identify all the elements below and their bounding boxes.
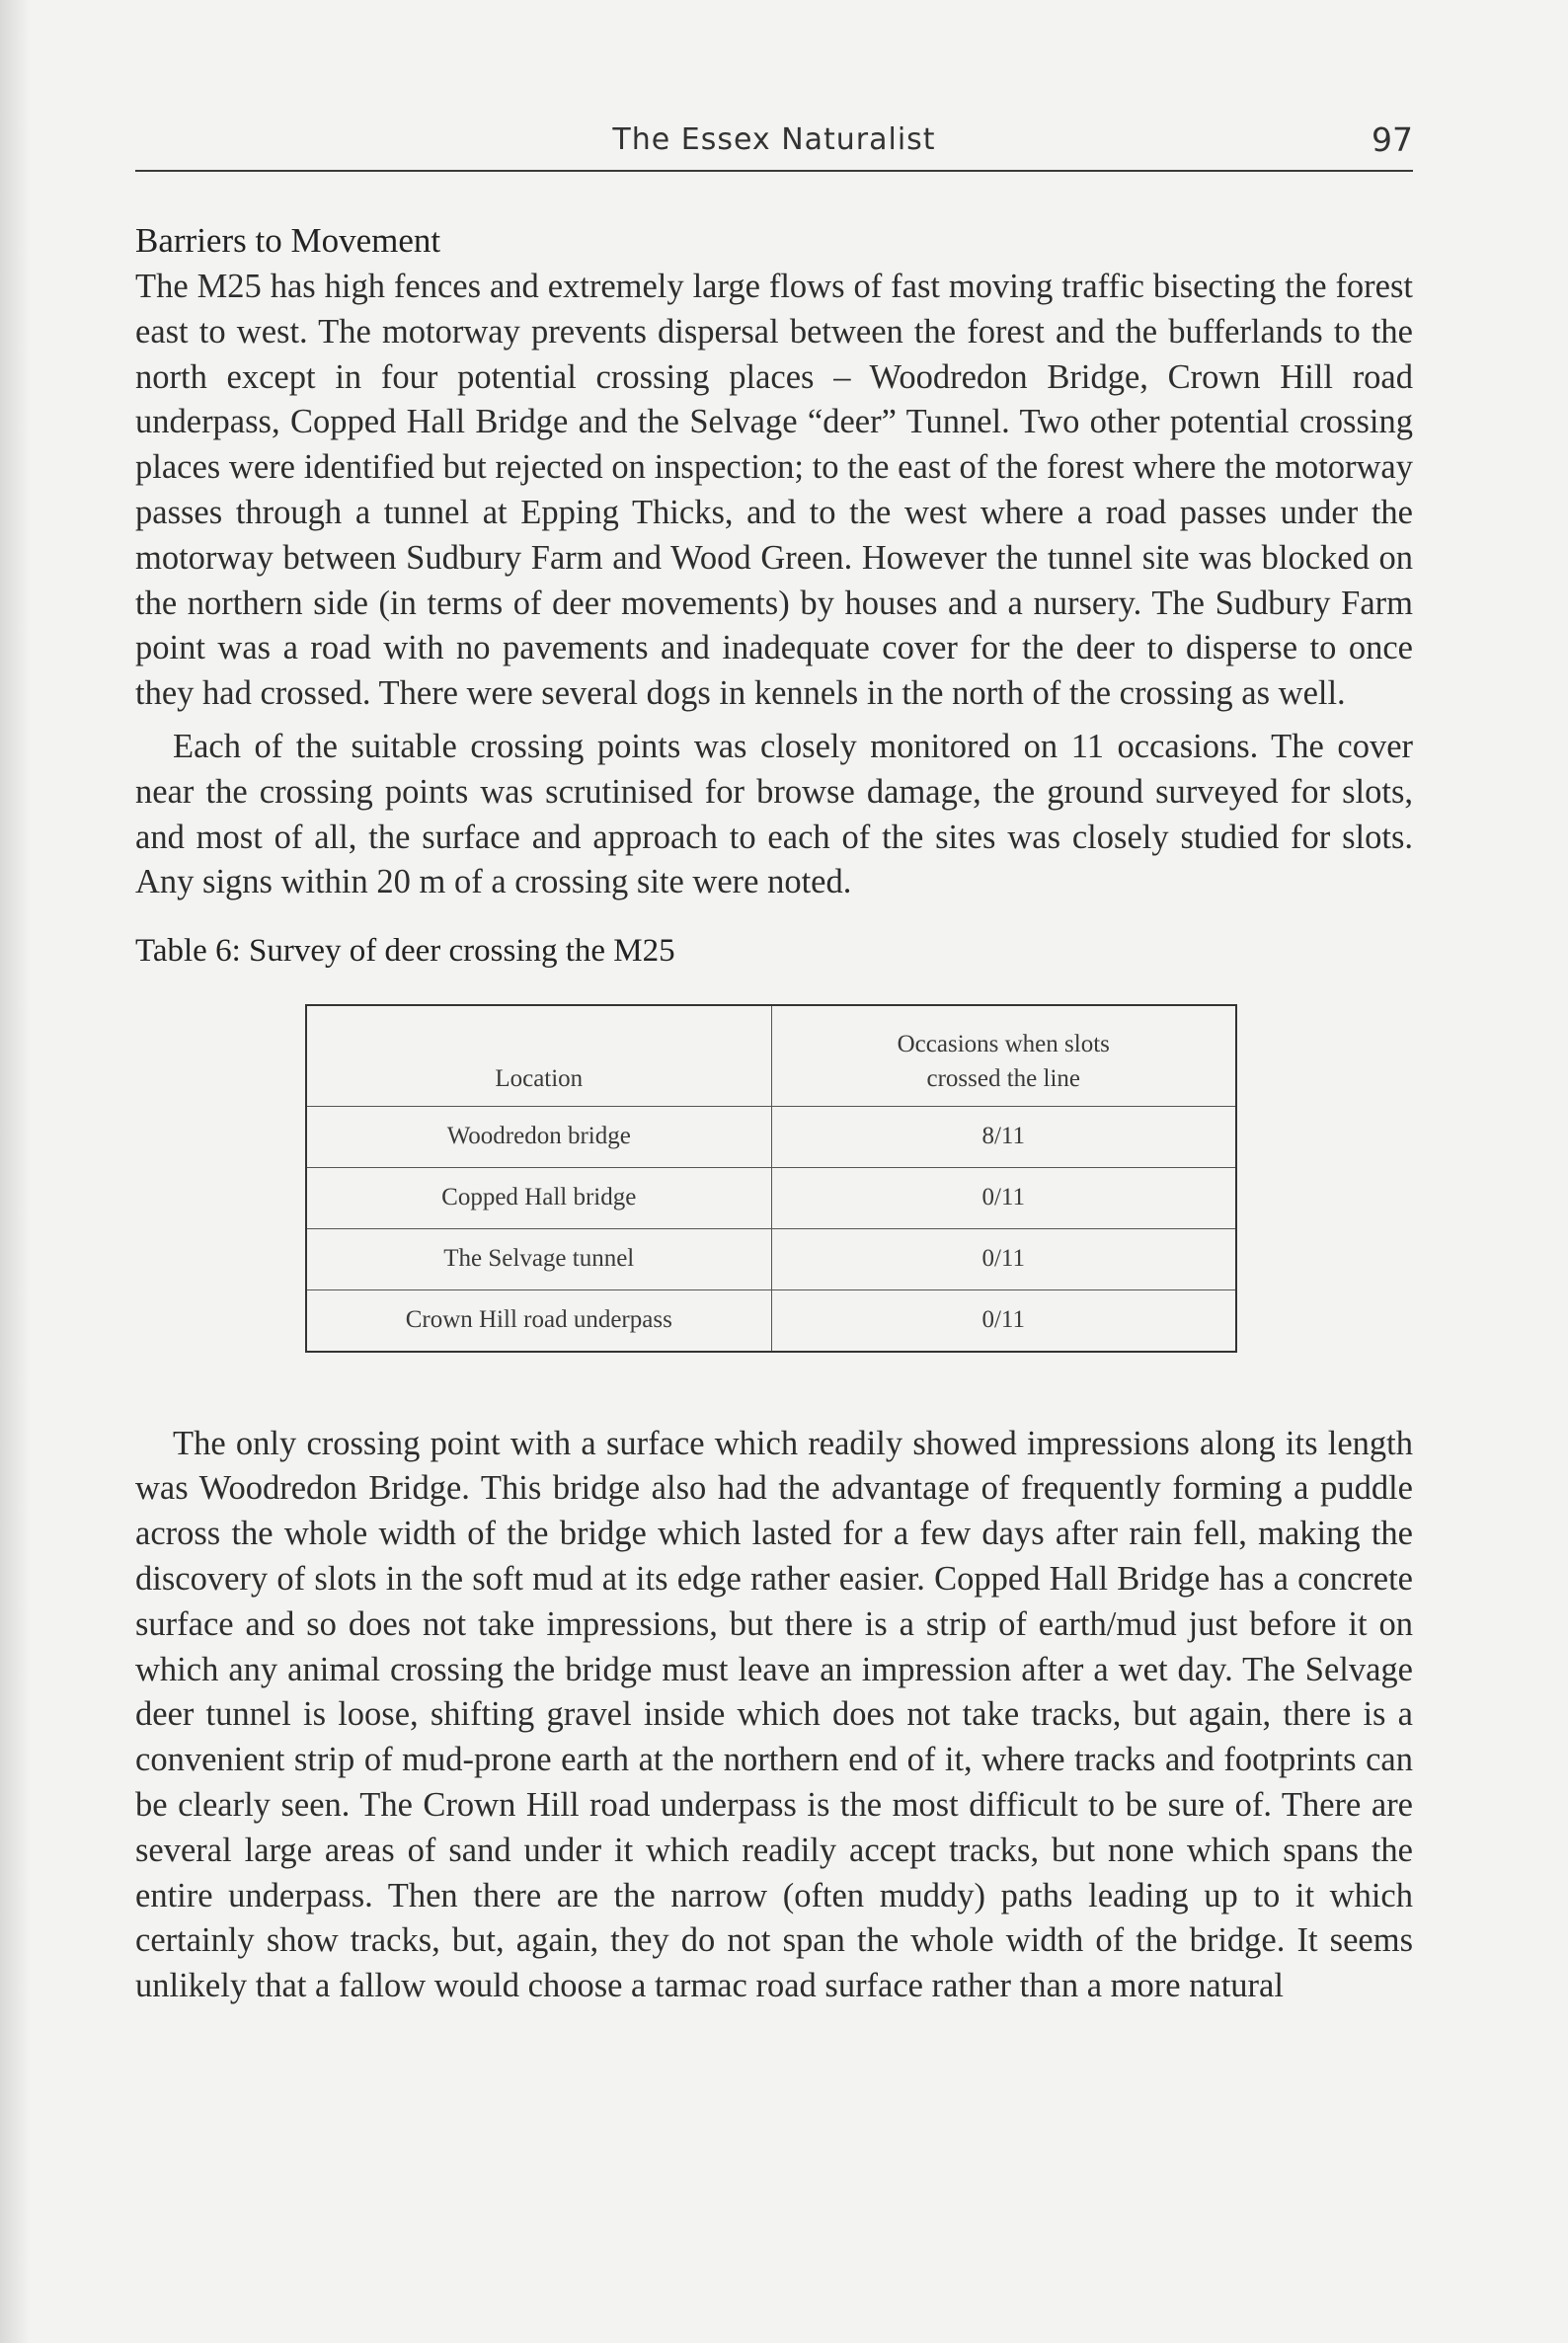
deer-crossing-table (305, 1004, 1237, 1353)
paragraph-crossing-surfaces: The only crossing point with a surface which readily showed impressions along its length was Woodredon Bridge. This bridge also had the advantage of frequently forming a puddle across the whole width of the bridge which lasted for a few days after rain fell, making the discovery of slots in the soft mud at its edge rather easier. Copped Hall Bridge has a concrete surface and so does not take impressions, but there is a strip of earth/mud just before it on which any animal crossing the bridge must leave an impression after a wet day. The Selvage deer tunnel is loose, shifting gravel inside which does not take tracks, but again, there is a convenient strip of mud-prone earth at the northern end of it, where tracks and footprints can be clearly seen. The Crown Hill road underpass is the most difficult to be sure of. There are several large areas of sand under it which readily accept tracks, but none which spans the entire underpass. Then there are the narrow (often muddy) paths leading up to it which certainly show tracks, but, again, they do not span the whole width of the bridge. It seems unlikely that a fallow would choose a tarmac road surface rather than a more natural (135, 1424, 1413, 2005)
cell-location: Copped Hall bridge (306, 1167, 771, 1228)
running-header (135, 117, 1413, 172)
table-row (306, 1106, 1236, 1167)
cell-location: The Selvage tunnel (306, 1228, 771, 1289)
table-row (306, 1289, 1236, 1352)
column-header-occasions (771, 1005, 1236, 1106)
running-title: The Essex Naturalist (612, 122, 936, 157)
cell-location: Crown Hill road underpass (306, 1289, 771, 1352)
table-row (306, 1228, 1236, 1289)
page-number: 97 (1372, 120, 1413, 159)
deer-crossing-table-wrapper (305, 1004, 1237, 1353)
page-edge-shadow (0, 0, 30, 2343)
section-heading: Barriers to Movement (135, 221, 441, 260)
column-header-location (306, 1005, 771, 1106)
paragraph-barriers: The M25 has high fences and extremely large flows of fast moving traffic bisecting the forest east to west. The motorway prevents dispersal between the forest and the bufferlands to the north except in four potential crossing places – Woodredon Bridge, Crown Hill road underpass, Copped Hall Bridge and the Selvage “deer” Tunnel. Two other potential crossing places were identified but rejected on inspection; to the east of the forest where the motorway passes through a tunnel at Epping Thicks, and to the west where a road passes under the motorway between Sudbury Farm and Wood Green. However the tunnel site was blocked on the northern side (in terms of deer movements) by houses and a nursery. The Sudbury Farm point was a road with no pavements and inadequate cover for the deer to disperse to once they had crossed. There were several dogs in kennels in the north of the crossing as well. (135, 268, 1413, 713)
occasions-header-line-1: Occasions when slots (897, 1030, 1110, 1057)
table-row (306, 1167, 1236, 1228)
cell-occasions: 0/11 (771, 1289, 1236, 1352)
table-header-row (306, 1005, 1236, 1106)
cell-occasions: 0/11 (771, 1228, 1236, 1289)
occasions-header-line-2: crossed the line (926, 1064, 1081, 1092)
cell-location: Woodredon bridge (306, 1106, 771, 1167)
paragraph-monitoring: Each of the suitable crossing points was closely monitored on 11 occasions. The cover near the crossing points was scrutinised for browse damage, the ground surveyed for slots, and most of all, the surface and approach to each of the sites was closely studied for slots. Any signs within 20 m of a crossing site were noted. (135, 727, 1413, 901)
cell-occasions: 8/11 (771, 1106, 1236, 1167)
cell-occasions: 0/11 (771, 1167, 1236, 1228)
table-caption: Table 6: Survey of deer crossing the M25 (135, 933, 675, 970)
page-body (135, 217, 1413, 2009)
location-header-text: Location (495, 1064, 584, 1092)
